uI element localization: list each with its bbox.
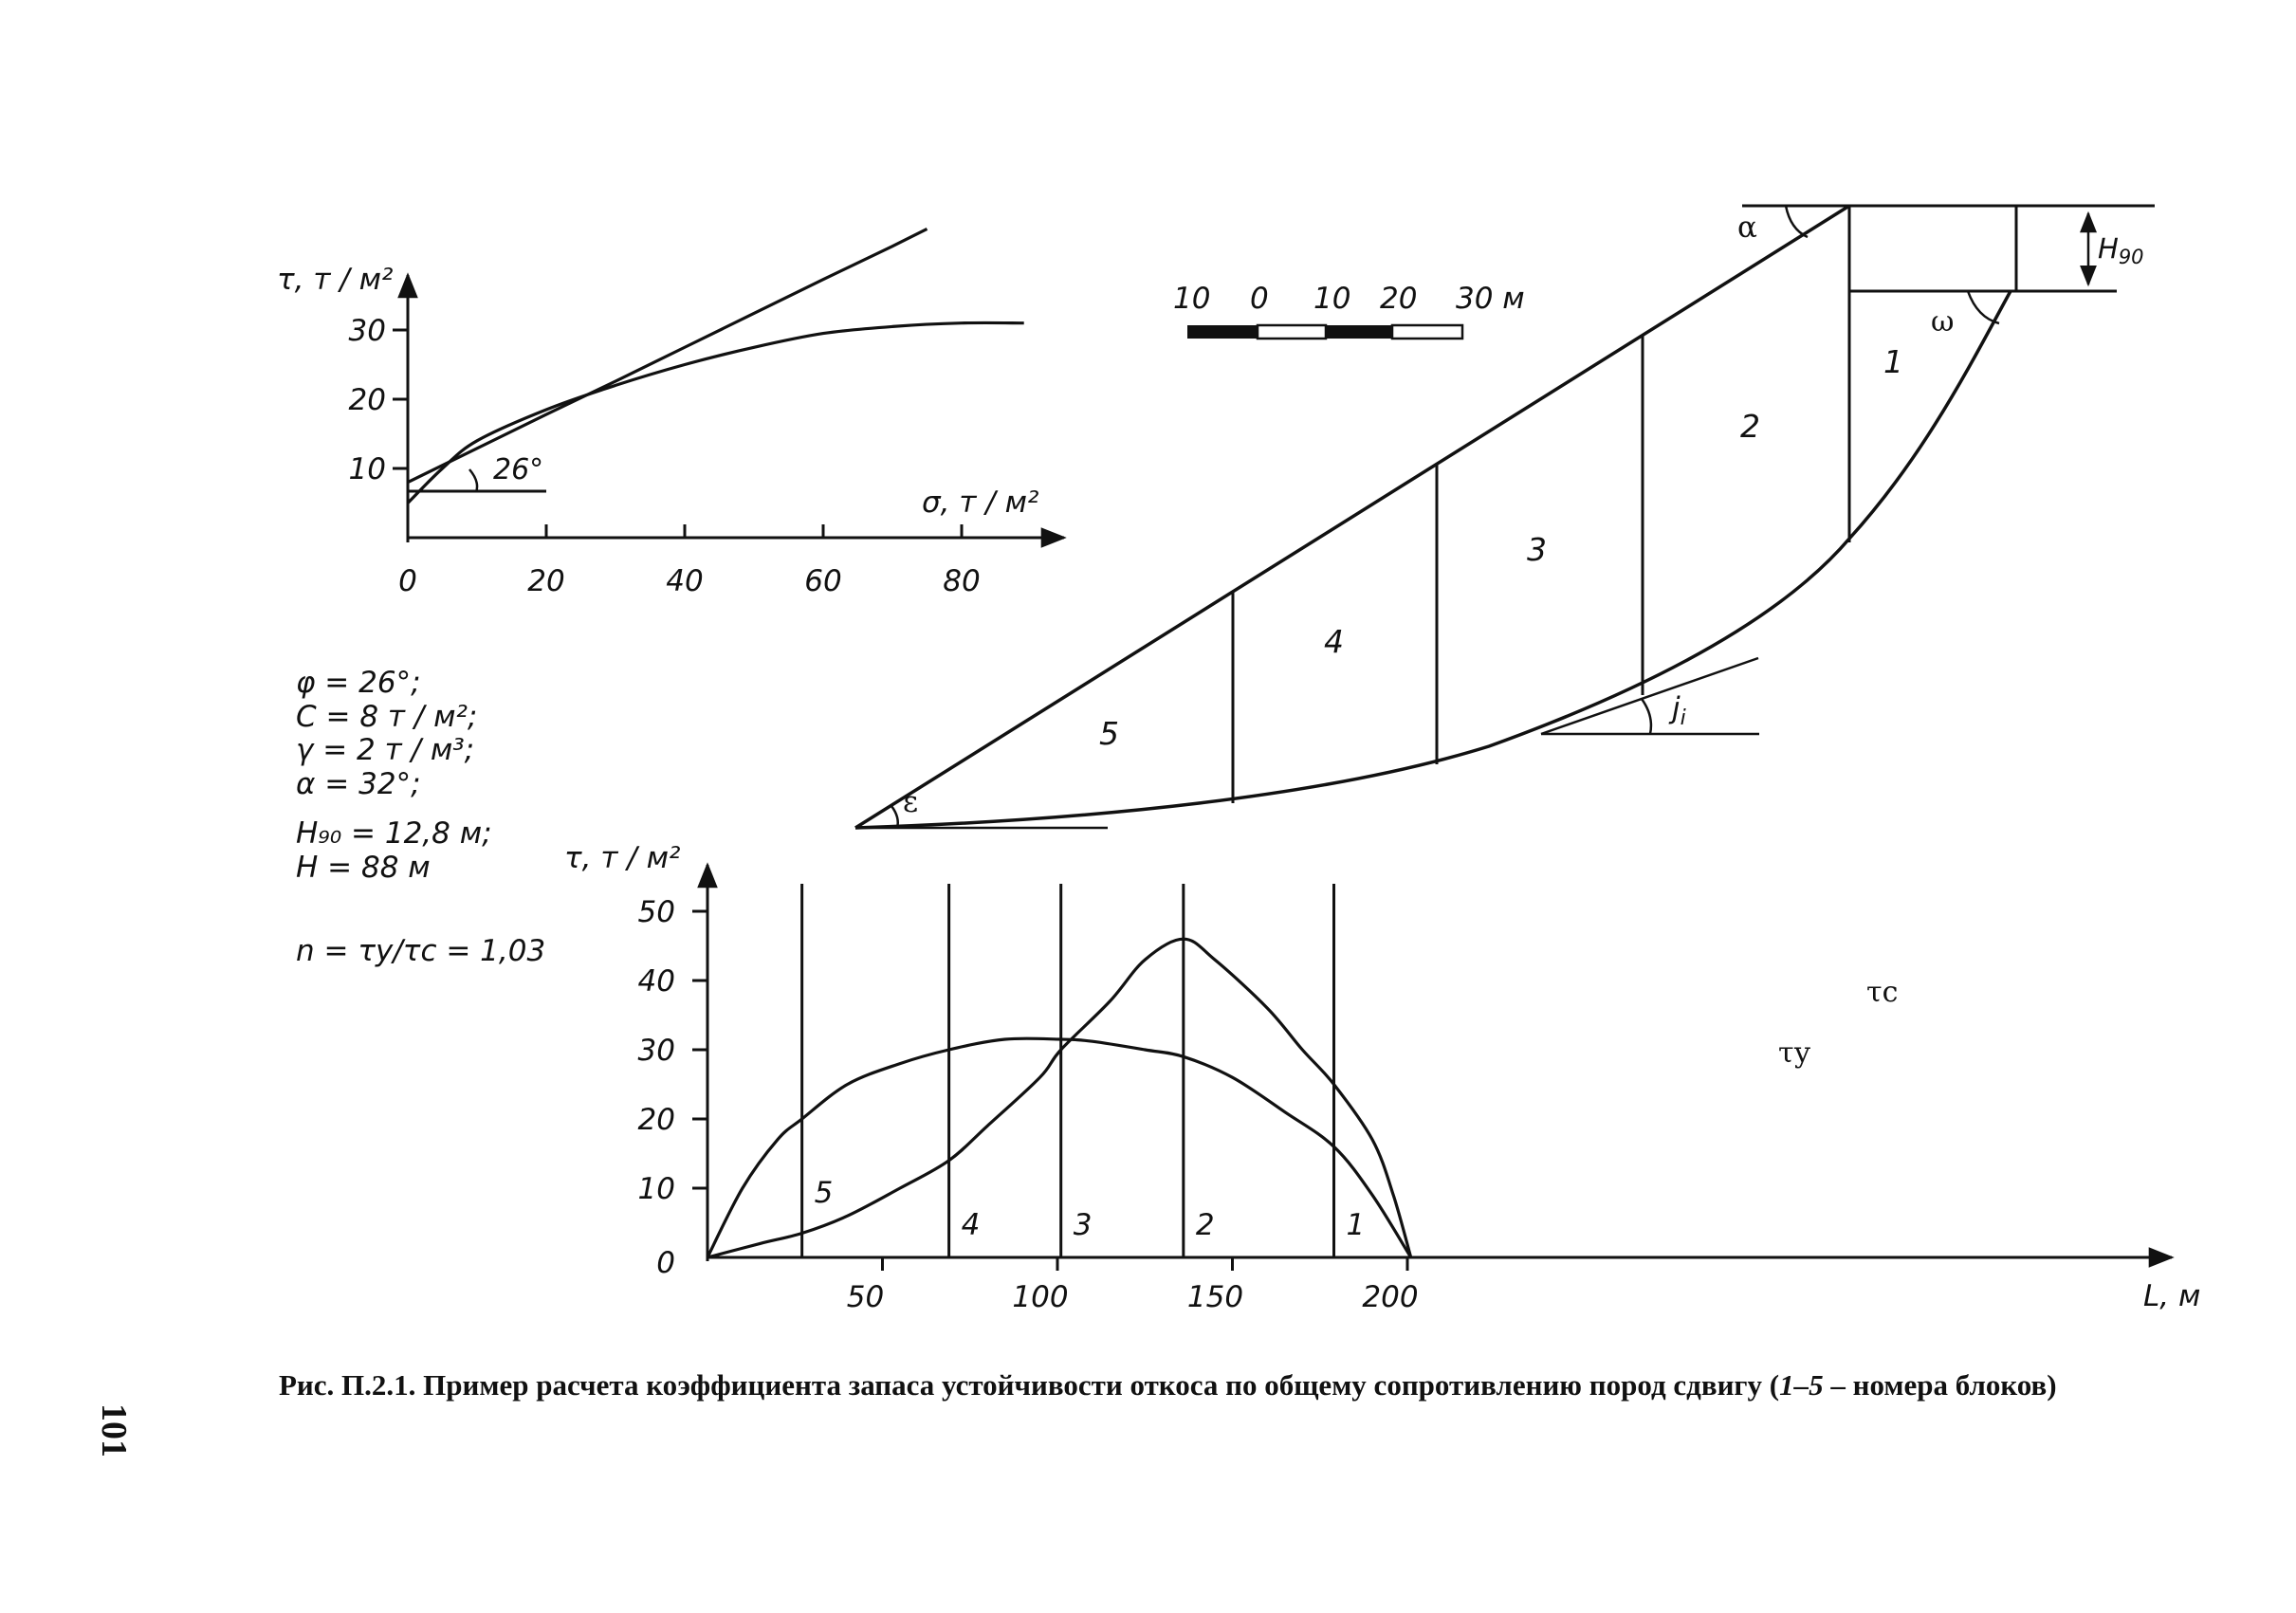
y-tick-label: 50	[637, 895, 675, 929]
tau-tick-labels	[638, 895, 707, 1280]
coulomb-envelope-line	[408, 229, 928, 482]
h90-label: $H_{90}$	[2098, 232, 2144, 268]
x-tick-label: 20	[527, 564, 565, 598]
scale-segment	[1187, 325, 1258, 339]
friction-angle-label: 26°	[493, 453, 544, 486]
x-tick-label: 200	[1362, 1280, 1419, 1314]
x-tick-label: 60	[804, 564, 842, 598]
l-tick-labels	[847, 1257, 1419, 1314]
tangent-line	[1541, 658, 1758, 734]
param-h90: H₉₀ = 12,8 м;	[296, 816, 492, 851]
stress-distribution-chart	[564, 841, 2200, 1314]
epsilon-angle-label: ε	[903, 785, 919, 819]
block-label: 5	[814, 1176, 834, 1210]
alpha-angle-label: α	[1737, 211, 1757, 245]
page-number: 101	[94, 1403, 134, 1457]
param-height: H = 88 м	[296, 851, 431, 885]
block-number-label: 2	[1740, 408, 1760, 445]
y-tick-label: 0	[656, 1246, 675, 1280]
scale-label: 30 м	[1456, 282, 1525, 316]
friction-angle-arc	[469, 469, 477, 492]
x-tick-label: 40	[666, 564, 704, 598]
scale-label: 20	[1380, 282, 1418, 316]
ji-angle-arc	[1642, 699, 1651, 734]
tau-axis-label: τ, т / м²	[564, 841, 681, 875]
x-tick-label: 50	[846, 1280, 885, 1314]
y-tick-label: 20	[637, 1103, 675, 1137]
scale-label: 10	[1313, 282, 1351, 316]
epsilon-angle-arc	[891, 806, 898, 828]
slip-surface-curve	[855, 291, 2011, 828]
x-tick-label: 0	[398, 564, 417, 598]
sigma-axis-label: σ, т / м²	[922, 486, 1039, 520]
tau-c-curve	[707, 939, 1411, 1257]
y-tick-label: 10	[637, 1172, 675, 1206]
scale-segment	[1258, 325, 1326, 339]
scale-label: 0	[1250, 282, 1269, 316]
x-tick-label: 80	[943, 564, 981, 598]
y-tick-label: 30	[637, 1034, 675, 1068]
sigma-tick-labels	[398, 524, 981, 598]
strength-envelope-chart	[277, 229, 1064, 598]
param-unit-weight: γ = 2 т / м³;	[296, 733, 475, 767]
block-number-label: 3	[1527, 531, 1547, 568]
block-boundary-lines	[802, 884, 1366, 1257]
y-tick-label: 30	[348, 314, 386, 348]
figure-caption: Рис. П.2.1. Пример расчета коэффициента запаса устойчивости откоса по общему сопротивлению пород сдвигу (1–5 – номера блоков)	[279, 1368, 2057, 1402]
tau-tick-labels	[349, 314, 408, 486]
block-label: 3	[1073, 1208, 1093, 1242]
block-number-label: 4	[1324, 623, 1344, 660]
safety-factor-formula: n = τу/τс = 1,03	[296, 934, 546, 968]
l-axis-label: L, м	[2143, 1279, 2201, 1313]
legend-tau-c: τc	[1866, 976, 1899, 1009]
y-tick-label: 40	[637, 964, 675, 999]
input-parameters	[296, 666, 545, 968]
scale-segment	[1326, 325, 1392, 339]
param-alpha: α = 32°;	[296, 767, 421, 801]
tau-axis-label: τ, т / м²	[277, 263, 394, 297]
y-tick-label: 20	[348, 383, 386, 417]
param-cohesion: C = 8 т / м²;	[296, 700, 478, 734]
ji-angle-label: $j_i$	[1672, 691, 1686, 730]
tau-y-curve	[707, 1038, 1411, 1257]
legend-tau-y: τу	[1778, 1036, 1811, 1070]
x-tick-label: 100	[1012, 1280, 1069, 1314]
block-label: 2	[1195, 1208, 1215, 1242]
block-label: 4	[961, 1208, 981, 1242]
param-phi: φ = 26°;	[296, 666, 421, 700]
x-tick-label: 150	[1186, 1280, 1244, 1314]
stress-series	[707, 939, 1411, 1257]
scale-label: 10	[1173, 282, 1211, 316]
y-tick-label: 10	[348, 452, 386, 486]
block-number-label: 5	[1099, 715, 1119, 752]
scale-segment	[1392, 325, 1462, 339]
scale-bar	[1173, 282, 1525, 339]
block-label: 1	[1346, 1208, 1366, 1242]
block-number-label: 1	[1883, 343, 1903, 380]
omega-angle-label: ω	[1931, 305, 1955, 339]
